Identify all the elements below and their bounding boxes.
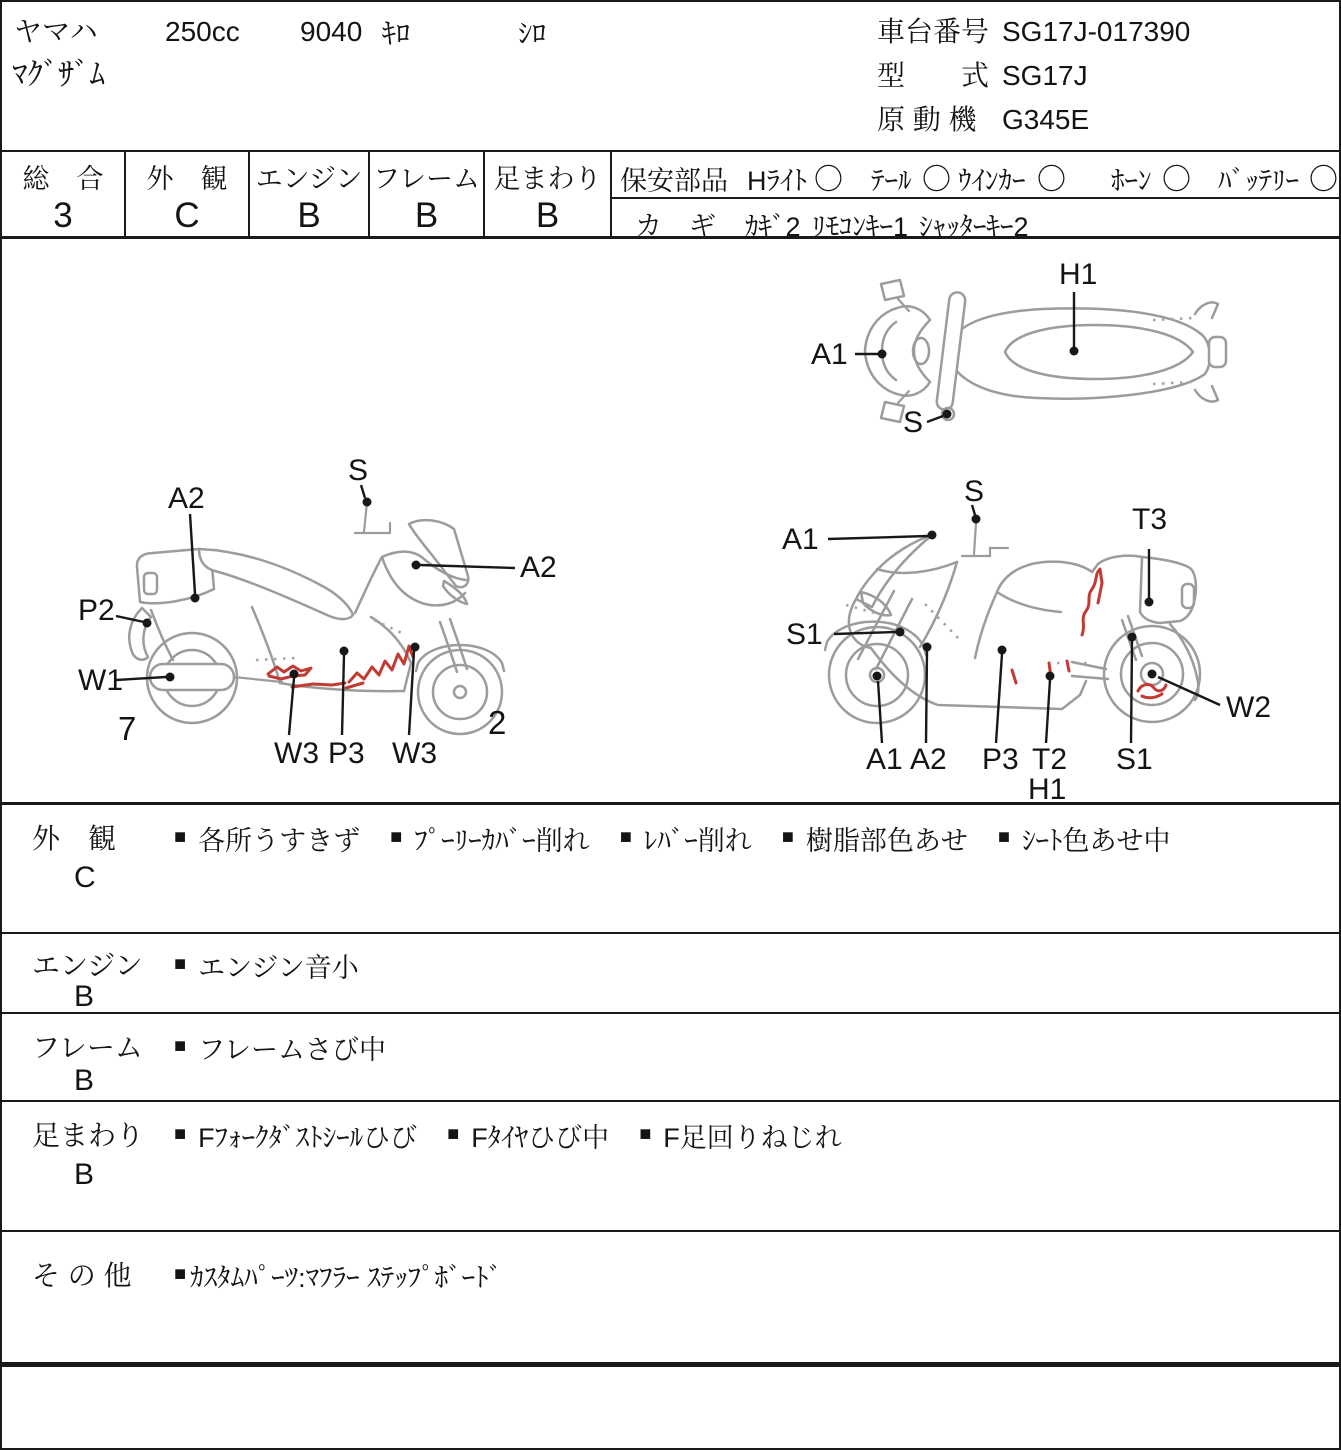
status-circle-icon: 〇 <box>1309 164 1339 196</box>
bullet-icon: ■ <box>174 953 187 975</box>
section-frame <box>2 1012 1339 1100</box>
note-text: Fﾀｲﾔひび中 <box>471 1123 610 1153</box>
safety-label: 保安部品 <box>620 166 728 196</box>
scooter-top-outline <box>865 280 1226 422</box>
grade-cell-frame <box>370 152 485 236</box>
note-text: 各所うすきず <box>198 826 361 856</box>
note-item <box>174 946 359 985</box>
section-grade: C <box>74 861 96 894</box>
label-p2: P2 <box>78 594 115 627</box>
note-text: Fﾌｫｰｸﾀﾞｽﾄｼｰﾙひび <box>198 1123 418 1153</box>
safety-item-name: ｳｲﾝｶｰ <box>958 166 1026 196</box>
note-text: エンジン音小 <box>198 953 359 983</box>
body-color: ｼﾛ <box>518 18 547 49</box>
scooter-right-view-diagram <box>742 457 1302 802</box>
keys-row <box>612 197 1339 242</box>
keys-label: カ ギ <box>635 211 716 241</box>
section-grade: B <box>74 1158 95 1191</box>
section-label: エンジン <box>32 950 143 981</box>
label-a1: A1 <box>811 338 848 371</box>
label-count-rear: 7 <box>118 710 137 747</box>
engine-value: G345E <box>1002 104 1090 135</box>
section-undercarriage <box>2 1100 1339 1230</box>
note-item <box>174 819 360 858</box>
label-s1-fork: S1 <box>786 618 823 651</box>
keys-item: ﾘﾓｺﾝｷｰ1 <box>812 212 909 242</box>
grade-value: B <box>535 196 560 235</box>
section-exterior <box>2 802 1339 932</box>
safety-item-name: ﾃｰﾙ <box>871 166 912 196</box>
note-item <box>174 1028 386 1067</box>
note-item <box>620 819 752 858</box>
grade-table <box>2 150 1339 242</box>
section-other <box>2 1230 1339 1362</box>
note-item <box>390 819 590 858</box>
model-name: ﾏｸﾞｻﾞﾑ <box>12 57 105 92</box>
label-a2: A2 <box>910 743 947 776</box>
bullet-icon: ■ <box>174 1035 187 1057</box>
label-s: S <box>964 475 985 508</box>
label-p3: P3 <box>982 743 1019 776</box>
note-item <box>174 1116 417 1155</box>
note-item <box>174 1256 502 1295</box>
note-item <box>998 819 1171 858</box>
chassis-label: 車台番号 <box>877 16 990 47</box>
note-item <box>447 1116 609 1155</box>
section-notes <box>174 819 1170 858</box>
grade-value: C <box>174 196 200 235</box>
note-item <box>639 1116 842 1155</box>
bullet-icon: ■ <box>390 826 403 848</box>
type-label: 型 式 <box>877 60 990 91</box>
grade-label: 外 観 <box>146 164 228 194</box>
section-notes <box>174 946 359 985</box>
bullet-icon: ■ <box>174 1263 187 1285</box>
label-t3: T3 <box>1132 503 1168 536</box>
bullet-icon: ■ <box>619 826 632 848</box>
bullet-icon: ■ <box>997 826 1010 848</box>
keys-item: ｼｬｯﾀｰｷｰ2 <box>919 212 1029 242</box>
displacement: 250cc <box>165 16 240 47</box>
grade-cell-engine <box>250 152 370 236</box>
note-text: フレームさび中 <box>198 1035 387 1065</box>
chassis-value: SG17J-017390 <box>1002 16 1191 47</box>
grade-label: 総 合 <box>22 164 104 194</box>
section-notes <box>174 1256 502 1295</box>
note-text: ﾚﾊﾞｰ削れ <box>643 826 752 856</box>
label-w3-a: W3 <box>274 737 319 770</box>
grade-label: エンジン <box>255 164 363 194</box>
bullet-icon: ■ <box>447 1123 460 1145</box>
grade-label: 足まわり <box>493 164 602 194</box>
note-text: ﾌﾟｰﾘｰｶﾊﾞｰ削れ <box>414 826 590 856</box>
note-text: ｶｽﾀﾑﾊﾟｰﾂ:ﾏﾌﾗｰ ｽﾃｯﾌﾟﾎﾞｰﾄﾞ <box>190 1263 503 1293</box>
section-empty <box>2 1362 1339 1448</box>
safety-and-keys <box>612 152 1339 242</box>
type-value: SG17J <box>1002 60 1088 91</box>
grade-cell-undercarriage <box>485 152 612 236</box>
section-label: そ の 他 <box>32 1260 132 1291</box>
label-w3-b: W3 <box>392 737 437 770</box>
label-s1-rear: S1 <box>1116 743 1153 776</box>
label-t2: T2 <box>1032 743 1068 776</box>
grade-cell-total <box>2 152 126 236</box>
safety-item-name: Hﾗｲﾄ <box>747 166 807 196</box>
label-h1: H1 <box>1059 258 1098 291</box>
note-text: F足回りねじれ <box>663 1123 842 1153</box>
label-a1-screen: A1 <box>782 523 819 556</box>
section-label: 足まわり <box>32 1120 145 1151</box>
section-label: 外 観 <box>32 823 117 854</box>
bullet-icon: ■ <box>781 826 794 848</box>
engine-label: 原 動 機 <box>877 104 977 135</box>
label-a2-rear: A2 <box>168 482 205 515</box>
section-grade: B <box>74 980 95 1013</box>
mileage-unit: ｷﾛ <box>382 18 411 49</box>
label-s: S <box>903 406 924 439</box>
safety-item-name: ﾎｰﾝ <box>1111 166 1152 196</box>
safety-parts-row <box>612 152 1339 197</box>
section-notes <box>174 1028 386 1067</box>
bullet-icon: ■ <box>639 1123 652 1145</box>
safety-item-name: ﾊﾞｯﾃﾘｰ <box>1218 166 1299 196</box>
note-text: 樹脂部色あせ <box>805 826 968 856</box>
status-circle-icon: 〇 <box>922 164 952 196</box>
label-w2: W2 <box>1226 691 1271 724</box>
bullet-icon: ■ <box>174 1123 187 1145</box>
section-label: フレーム <box>32 1032 143 1063</box>
grade-cell-exterior <box>126 152 250 236</box>
grade-value: B <box>297 196 321 235</box>
mileage-value: 9040 <box>300 16 363 47</box>
note-item <box>782 819 968 858</box>
section-engine <box>2 932 1339 1012</box>
keys-item: ｶｷﾞ2 <box>745 212 801 242</box>
scooter-right-outline <box>825 523 1200 723</box>
label-a1-wheel: A1 <box>866 743 903 776</box>
section-notes <box>174 1116 842 1155</box>
label-s: S <box>348 454 369 487</box>
label-w1: W1 <box>78 664 123 697</box>
grade-value: B <box>414 196 439 235</box>
label-p3: P3 <box>328 737 365 770</box>
bullet-icon: ■ <box>174 826 187 848</box>
status-circle-icon: 〇 <box>1162 164 1192 196</box>
status-circle-icon: 〇 <box>1037 164 1067 196</box>
section-grade: B <box>74 1064 95 1097</box>
status-circle-icon: 〇 <box>814 164 844 196</box>
label-count-front: 2 <box>488 704 507 741</box>
maker-name: ヤマハ <box>14 16 98 47</box>
label-a2-front: A2 <box>520 551 557 584</box>
scooter-left-outline <box>129 502 504 734</box>
grade-value: 3 <box>53 196 73 235</box>
grade-label: フレーム <box>373 164 480 194</box>
note-text: ｼｰﾄ色あせ中 <box>1021 826 1171 856</box>
label-h1: H1 <box>1028 773 1067 802</box>
scooter-top-view-diagram <box>797 250 1337 445</box>
scooter-left-view-diagram <box>52 452 652 777</box>
